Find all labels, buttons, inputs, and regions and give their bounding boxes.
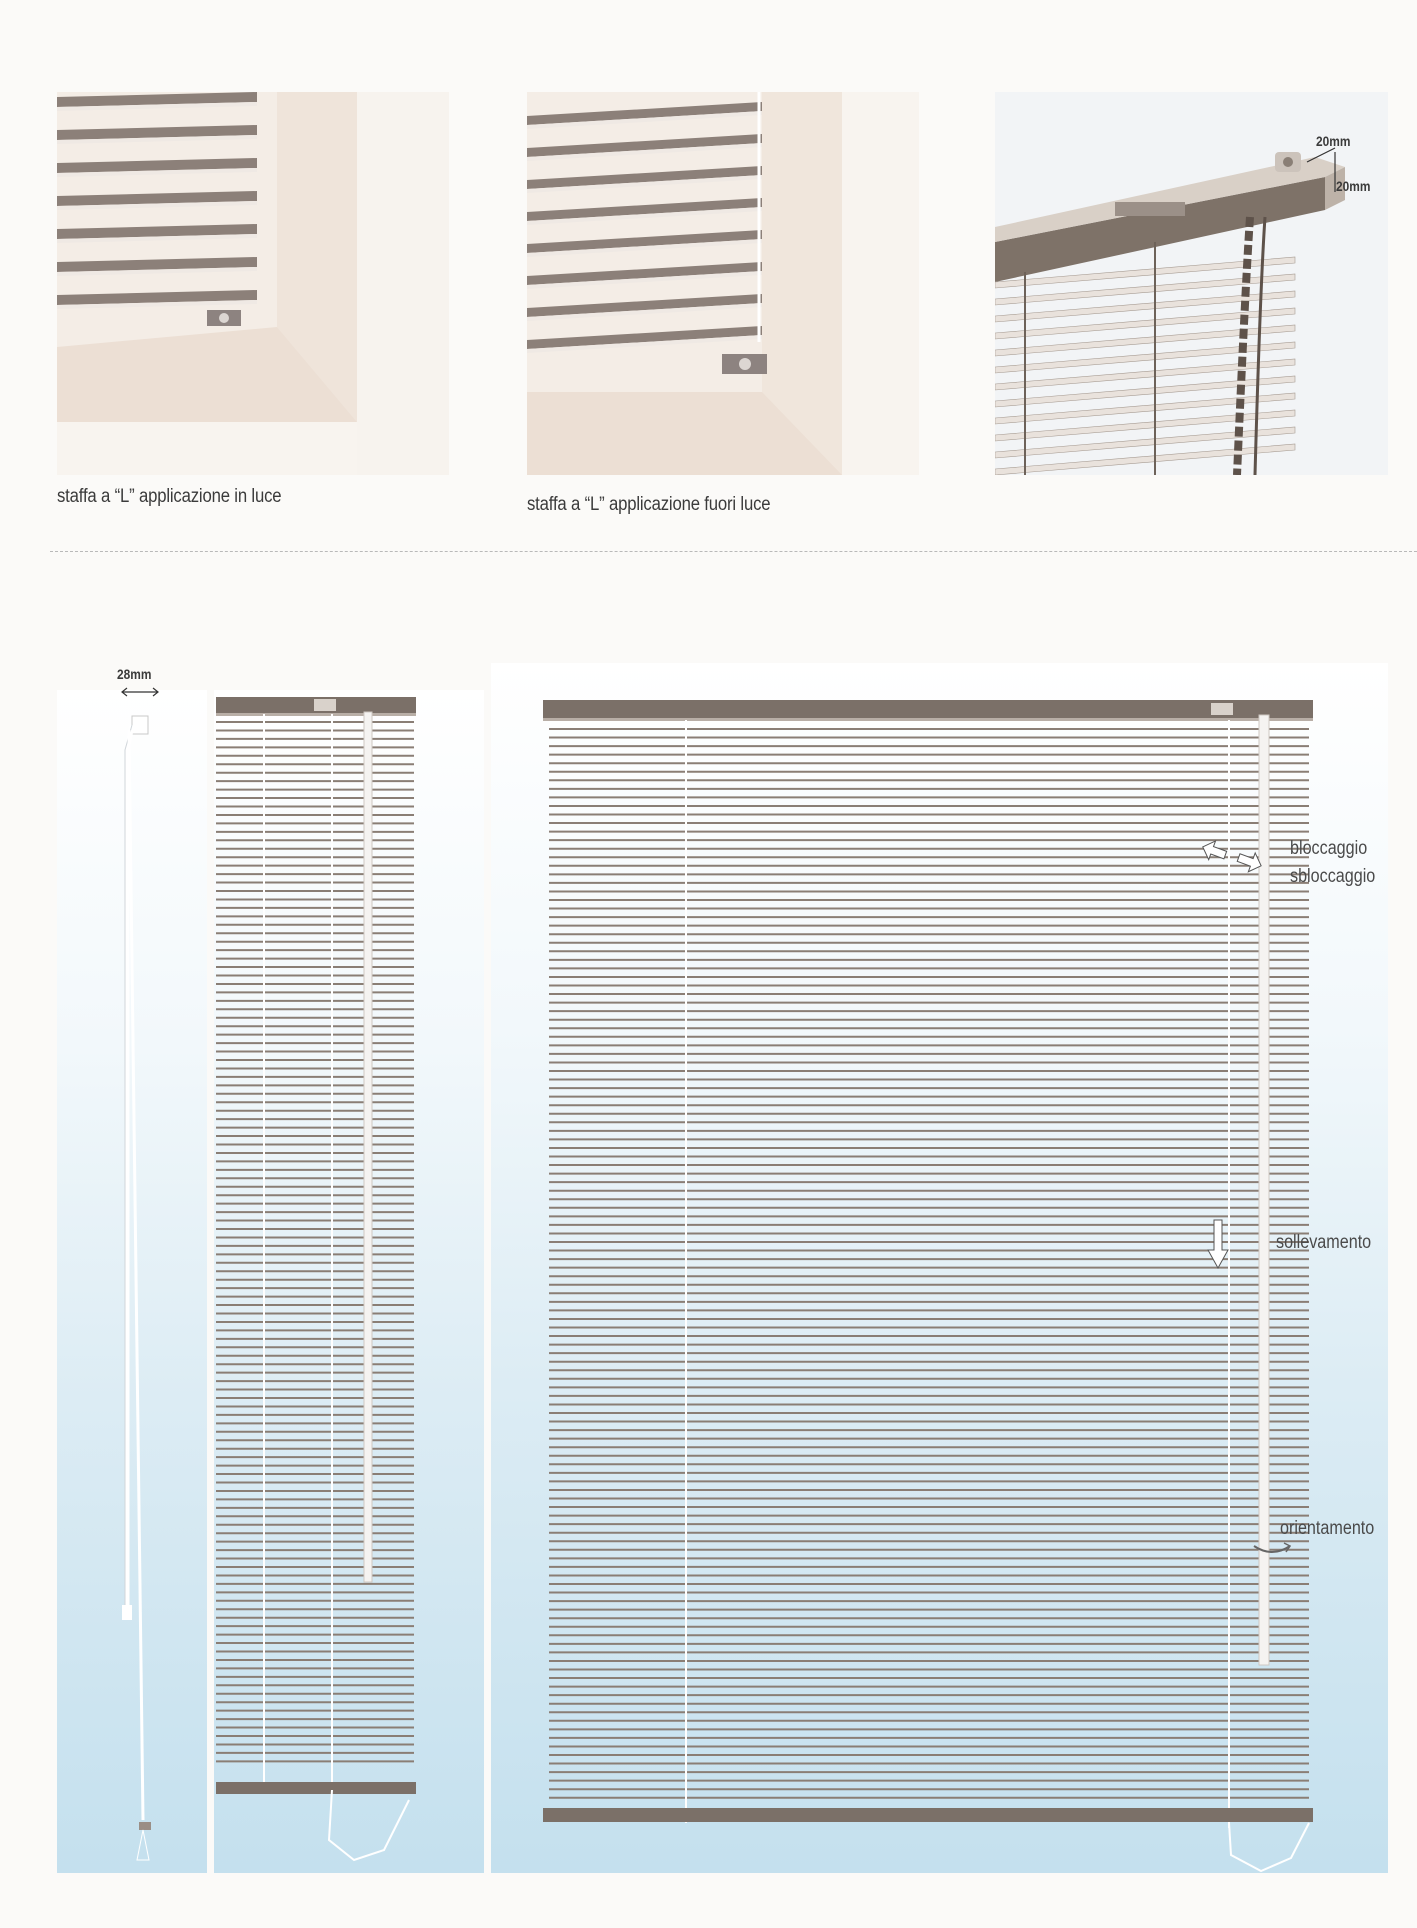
photo-bracket-in-luce	[57, 92, 449, 475]
dim-wand-arrow-icon	[120, 686, 160, 698]
label-unlock: sbloccaggio	[1290, 866, 1376, 887]
caption-fuori-luce: staffa a “L” applicazione fuori luce	[527, 494, 771, 515]
lock-arrow-icon	[1200, 838, 1230, 864]
label-tilt: orientamento	[1280, 1518, 1375, 1539]
section-divider	[50, 551, 1417, 552]
unlock-arrow-icon	[1234, 848, 1264, 874]
wand-panel	[57, 690, 207, 1873]
lift-arrow-icon	[1206, 1218, 1230, 1270]
dim-rail-height: 20mm	[1336, 178, 1371, 194]
photo-bracket-fuori-luce	[527, 92, 919, 475]
dim-arrows-icon	[1305, 146, 1345, 196]
label-lift: sollevamento	[1276, 1232, 1372, 1253]
narrow-blind-panel	[214, 690, 484, 1873]
caption-in-luce: staffa a “L” applicazione in luce	[57, 486, 282, 507]
label-lock: bloccaggio	[1290, 838, 1368, 859]
dim-wand-width: 28mm	[117, 666, 152, 682]
dim-rail-width: 20mm	[1316, 133, 1351, 149]
tilt-arrow-icon	[1250, 1540, 1294, 1560]
large-blind-panel	[491, 663, 1388, 1873]
